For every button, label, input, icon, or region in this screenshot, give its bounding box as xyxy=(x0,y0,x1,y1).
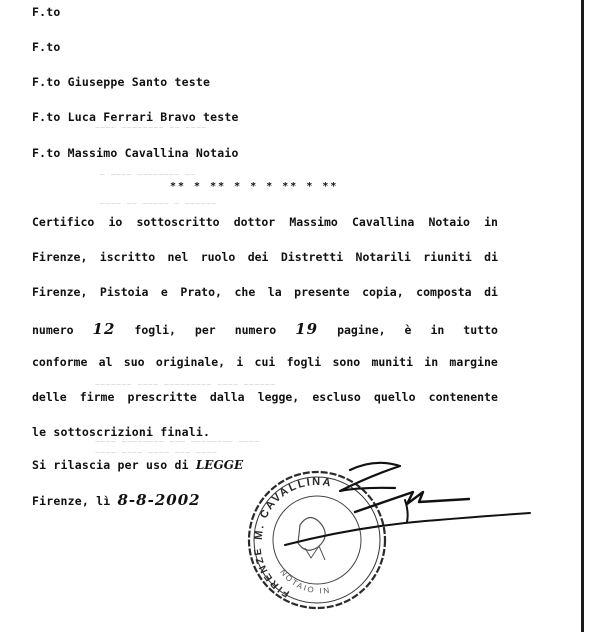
place-date-label: Firenze, lì xyxy=(32,494,111,508)
certificate-line-7: le sottoscrizioni finali. xyxy=(32,425,211,439)
certificate-line-2: Firenze, iscritto nel ruolo dei Distretti Notarili riuniti di xyxy=(32,250,498,264)
handwritten-fogli-count: 12 xyxy=(92,320,116,338)
certificate-line-5: conforme al suo originale, i cui fogli sono muniti in margine xyxy=(32,355,498,369)
signature-line-1: F.to xyxy=(32,5,61,19)
certificate-line-4: numero 12 fogli, per numero 19 pagine, è in tutto xyxy=(32,320,498,338)
signature-line-2: F.to xyxy=(32,40,61,54)
handwritten-pages-count: 19 xyxy=(295,320,319,338)
bleed-through-text: ~ ~~~~ ~~~~~~~~ ~~ xyxy=(100,170,196,179)
certificate-line-1: Certifico io sottoscritto dottor Massimo Cavallina Notaio in xyxy=(32,215,498,229)
seal-bottom-text: NOTAIO IN xyxy=(278,567,332,596)
bleed-through-text: ~~~~ ~~ ~~~~~ ~ ~~~~~~ xyxy=(100,199,217,208)
usage-label: Si rilascia per uso di xyxy=(32,458,189,472)
notary-seal xyxy=(249,472,385,608)
seal-left-text: FIRENZE xyxy=(252,545,292,599)
certificate-line-6: delle firme prescritte dalla legge, escluso quello contenente xyxy=(32,390,498,404)
bleed-through-text: ~~~~ ~~~~ ~~~~ ~~~ ~~~~ xyxy=(95,448,218,457)
signature-line-4: F.to Luca Ferrari Bravo teste xyxy=(32,110,239,124)
handwritten-usage: LEGGE xyxy=(195,458,244,472)
bleed-through-text: ~~~~ ~~~~~~~~ ~~~ ~~~~~~~~ ~~~~ xyxy=(95,437,260,446)
seal-top-text: M. CAVALLINA xyxy=(252,475,334,541)
handwritten-date: 8-8-2002 xyxy=(117,491,201,509)
bleed-through-text: ~~~~~~~ ~~~~ ~~~~~~~~~ ~~~~ ~~~~~~ xyxy=(95,380,276,389)
notary-signature xyxy=(285,463,530,545)
svg-text:M. CAVALLINA xyxy=(253,476,334,540)
page-edge-border xyxy=(581,0,584,632)
separator-stars: ** * ** * * * ** * ** xyxy=(170,181,339,192)
certificate-line-3: Firenze, Pistoia e Prato, che la presente copia, composta di xyxy=(32,285,498,299)
signature-line-5: F.to Massimo Cavallina Notaio xyxy=(32,146,239,160)
signature-line-3: F.to Giuseppe Santo teste xyxy=(32,75,211,89)
bleed-through-text: ~~~~ ~~~~~~~~ ~~ ~~~~ xyxy=(95,123,207,132)
